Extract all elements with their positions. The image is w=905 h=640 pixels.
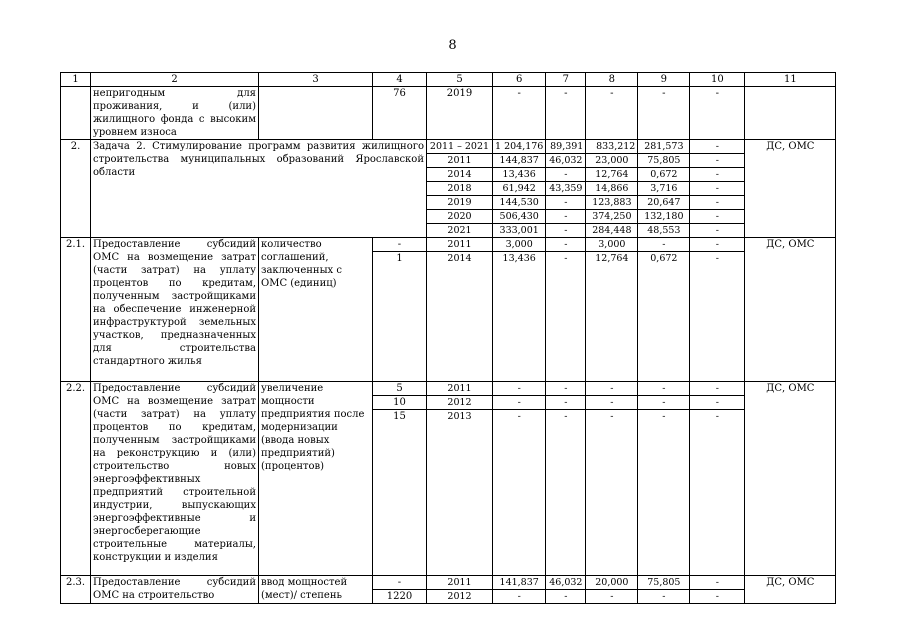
cell-regional: 3,000: [586, 238, 638, 252]
year: 2011: [427, 154, 493, 168]
cell-regional: -: [586, 87, 638, 140]
cell-other: -: [690, 168, 745, 182]
cell-other: -: [690, 87, 745, 140]
cell-total: 144,530: [493, 196, 546, 210]
cell-regional: 374,250: [586, 210, 638, 224]
cell-other: -: [690, 210, 745, 224]
header-row: [61, 73, 836, 87]
year: 2014: [427, 168, 493, 182]
cell-total: 13,436: [493, 252, 546, 382]
year: 2011: [427, 382, 493, 396]
cell-total: 3,000: [493, 238, 546, 252]
cell-local: -: [638, 87, 690, 140]
cell-regional: 833,212: [586, 140, 638, 154]
row-number: 2.: [61, 140, 91, 238]
cell-federal: -: [546, 382, 586, 396]
cell-federal: 89,391: [546, 140, 586, 154]
executor: ДС, ОМС: [745, 382, 836, 576]
year: 2020: [427, 210, 493, 224]
indicator: количество соглашений, заключенных с ОМС (единиц): [259, 238, 373, 382]
cell-other: -: [690, 196, 745, 210]
cell-other: -: [690, 140, 745, 154]
cell-total: -: [493, 410, 546, 576]
cell-federal: -: [546, 590, 586, 604]
cell-other: -: [690, 576, 745, 590]
year: 2012: [427, 590, 493, 604]
indicator: [259, 87, 373, 140]
indicator-value: 76: [373, 87, 427, 140]
year: 2011: [427, 576, 493, 590]
year: 2011: [427, 238, 493, 252]
year: 2013: [427, 410, 493, 576]
cell-other: -: [690, 410, 745, 576]
cell-total: 506,430: [493, 210, 546, 224]
cell-federal: -: [546, 252, 586, 382]
indicator-value: -: [373, 576, 427, 590]
cell-other: -: [690, 590, 745, 604]
cell-total: -: [493, 382, 546, 396]
indicator-value: 15: [373, 410, 427, 576]
col-header: 10: [690, 73, 745, 87]
executor: ДС, ОМС: [745, 140, 836, 238]
cell-regional: 12,764: [586, 252, 638, 382]
cell-regional: -: [586, 410, 638, 576]
cell-regional: 284,448: [586, 224, 638, 238]
activity-description: Предоставление субсидий ОМС на возмещение затрат (части затрат) на уплату процентов по кредитам, полученным застройщиками на реконструкцию и (или) строительство новых энергоэффективных предприятий строительной индустрии, выпускающих энергоэффективные и энергосберегающие строительные материалы, конструкции и изделия: [91, 382, 259, 576]
cell-other: -: [690, 238, 745, 252]
cell-total: -: [493, 396, 546, 410]
cell-federal: -: [546, 196, 586, 210]
col-header: 6: [493, 73, 546, 87]
cell-regional: -: [586, 590, 638, 604]
activity-description: Предоставление субсидий ОМС на строительство: [91, 576, 259, 604]
year: 2014: [427, 252, 493, 382]
cell-regional: 20,000: [586, 576, 638, 590]
cell-federal: 46,032: [546, 576, 586, 590]
cell-total: 1 204,176: [493, 140, 546, 154]
cell-federal: -: [546, 410, 586, 576]
table-row: [61, 87, 836, 140]
col-header: 8: [586, 73, 638, 87]
executor: [745, 87, 836, 140]
cell-other: -: [690, 252, 745, 382]
cell-local: -: [638, 382, 690, 396]
cell-local: 132,180: [638, 210, 690, 224]
cell-federal: -: [546, 210, 586, 224]
col-header: 1: [61, 73, 91, 87]
task-title: Задача 2. Стимулирование программ развития жилищного строительства муниципальных образований Ярославской области: [91, 140, 427, 238]
year: 2012: [427, 396, 493, 410]
activity-description: Предоставление субсидий ОМС на возмещение затрат (части затрат) на уплату процентов по кредитам, полученным застройщиками на обеспечение инженерной инфраструктурой земельных участков, предназначенных для строительства стандартного жилья: [91, 238, 259, 382]
activity-description: непригодным для проживания, и (или) жилищного фонда с высоким уровнем износа: [91, 87, 259, 140]
cell-total: -: [493, 87, 546, 140]
cell-total: 141,837: [493, 576, 546, 590]
cell-local: 48,553: [638, 224, 690, 238]
cell-regional: 12,764: [586, 168, 638, 182]
cell-local: 281,573: [638, 140, 690, 154]
cell-total: 144,837: [493, 154, 546, 168]
table-row: [61, 382, 836, 396]
cell-other: -: [690, 154, 745, 168]
cell-regional: -: [586, 382, 638, 396]
cell-regional: -: [586, 396, 638, 410]
indicator-value: 1: [373, 252, 427, 382]
cell-federal: -: [546, 238, 586, 252]
year: 2011 – 2021: [427, 140, 493, 154]
cell-other: -: [690, 396, 745, 410]
row-number: 2.2.: [61, 382, 91, 576]
executor: ДС, ОМС: [745, 238, 836, 382]
row-number: 2.1.: [61, 238, 91, 382]
col-header: 4: [373, 73, 427, 87]
table-row: [61, 576, 836, 590]
cell-local: -: [638, 238, 690, 252]
indicator-value: -: [373, 238, 427, 252]
col-header: 11: [745, 73, 836, 87]
year: 2021: [427, 224, 493, 238]
cell-local: -: [638, 396, 690, 410]
cell-total: 333,001: [493, 224, 546, 238]
cell-federal: -: [546, 224, 586, 238]
cell-other: -: [690, 382, 745, 396]
row-number: [61, 87, 91, 140]
row-number: 2.3.: [61, 576, 91, 604]
cell-local: -: [638, 590, 690, 604]
year: 2018: [427, 182, 493, 196]
page-number: 8: [448, 38, 457, 53]
year: 2019: [427, 196, 493, 210]
col-header: 3: [259, 73, 373, 87]
cell-local: -: [638, 410, 690, 576]
cell-regional: 14,866: [586, 182, 638, 196]
col-header: 5: [427, 73, 493, 87]
indicator-value: 5: [373, 382, 427, 396]
cell-regional: 123,883: [586, 196, 638, 210]
year: 2019: [427, 87, 493, 140]
cell-other: -: [690, 224, 745, 238]
col-header: 7: [546, 73, 586, 87]
indicator: ввод мощностей (мест)/ степень: [259, 576, 373, 604]
table-row: [61, 238, 836, 252]
cell-local: 0,672: [638, 252, 690, 382]
cell-local: 75,805: [638, 154, 690, 168]
col-header: 2: [91, 73, 259, 87]
cell-federal: -: [546, 168, 586, 182]
cell-regional: 23,000: [586, 154, 638, 168]
executor: ДС, ОМС: [745, 576, 836, 604]
cell-total: 61,942: [493, 182, 546, 196]
cell-federal: 46,032: [546, 154, 586, 168]
indicator-value: 10: [373, 396, 427, 410]
cell-local: 75,805: [638, 576, 690, 590]
cell-other: -: [690, 182, 745, 196]
cell-federal: 43,359: [546, 182, 586, 196]
table-row: [61, 140, 836, 154]
cell-local: 20,647: [638, 196, 690, 210]
indicator: увеличение мощности предприятия после модернизации (ввода новых предприятий) (процентов): [259, 382, 373, 576]
cell-total: 13,436: [493, 168, 546, 182]
cell-local: 0,672: [638, 168, 690, 182]
cell-local: 3,716: [638, 182, 690, 196]
cell-federal: -: [546, 87, 586, 140]
cell-total: -: [493, 590, 546, 604]
col-header: 9: [638, 73, 690, 87]
indicator-value: 1220: [373, 590, 427, 604]
program-table: [60, 72, 836, 604]
cell-federal: -: [546, 396, 586, 410]
